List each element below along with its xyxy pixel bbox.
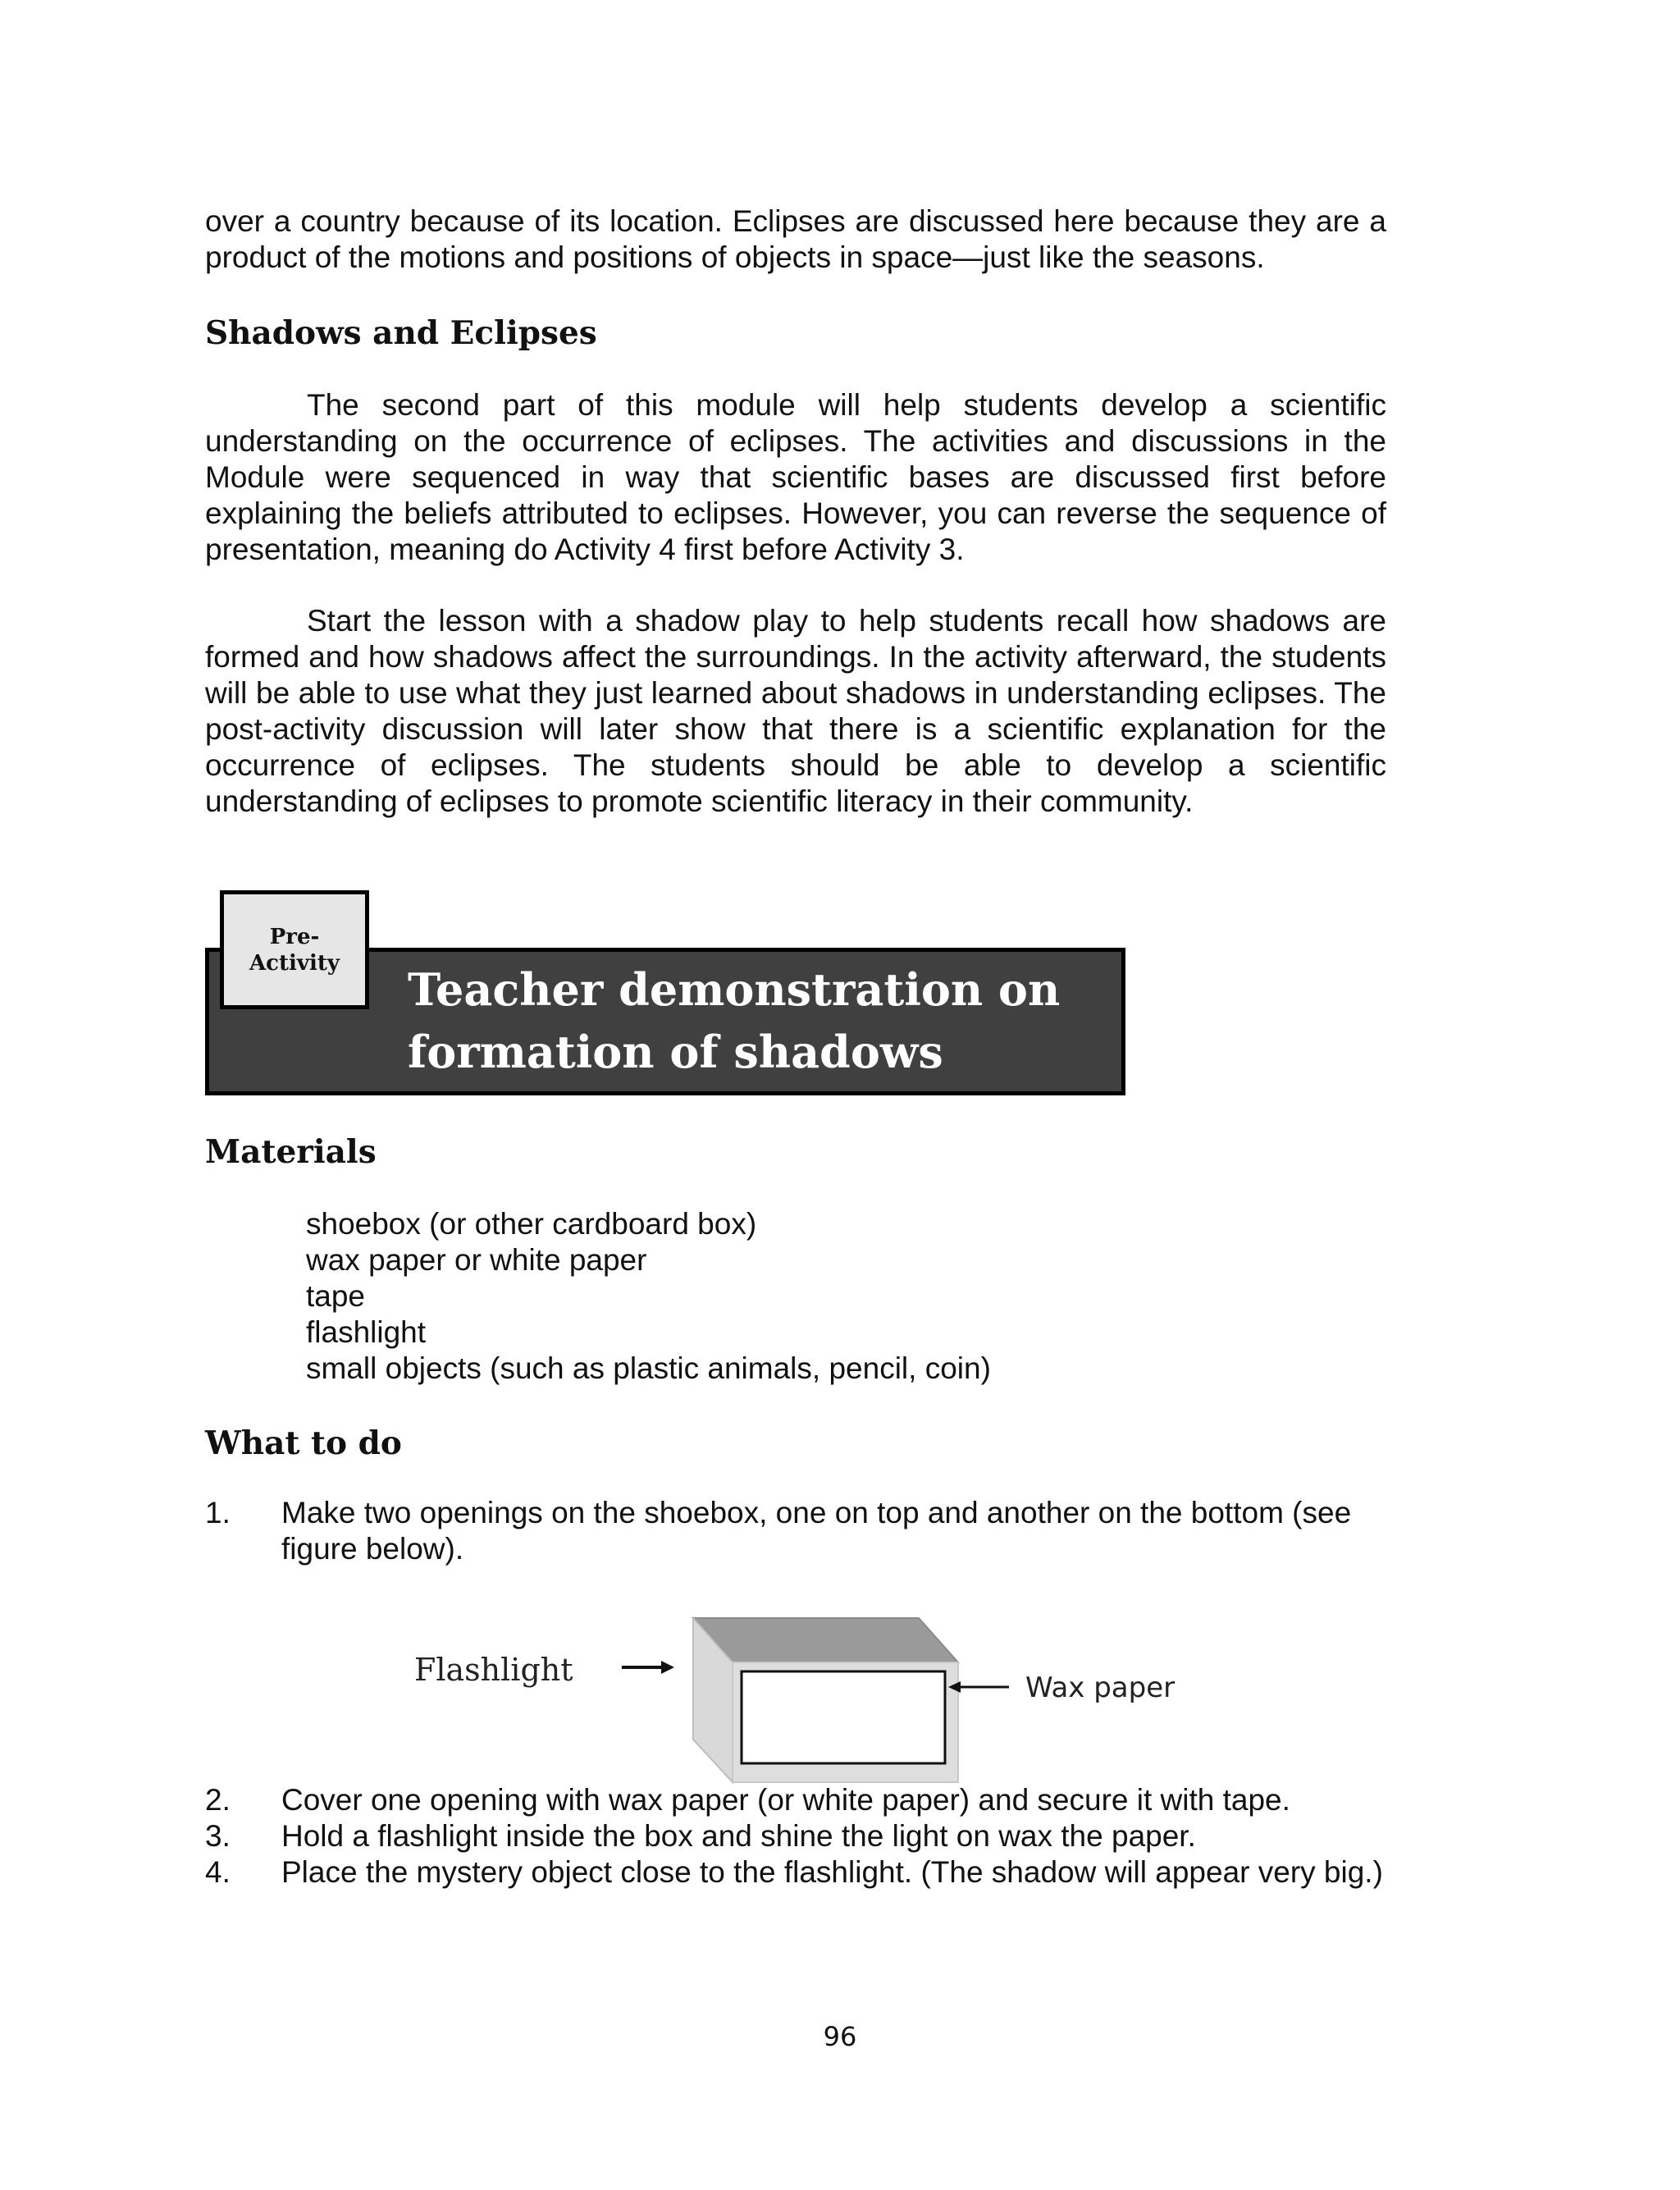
wax-paper-opening (742, 1671, 945, 1763)
what-to-do-heading: What to do (205, 1424, 402, 1462)
materials-list (306, 1206, 991, 1387)
shadows-paragraph-1-text: The second part of this module will help students develop a scientific understanding on the occurrence of eclipses. The activities and discussions in the Module were sequenced in way that scientific bases are discussed first before explaining the beliefs attributed to eclipses. However, you can reverse the sequence of presentation, meaning do Activity 4 first before Activity 3. (205, 388, 1386, 566)
step-4 (205, 1854, 1386, 1891)
steps-list-part1 (205, 1495, 1386, 1567)
step-number: 1. (205, 1496, 231, 1529)
banner-title-line2: formation of shadows (408, 1026, 943, 1078)
flashlight-arrow-head (661, 1661, 674, 1674)
list-item: tape (306, 1279, 366, 1313)
intro-text: over a country because of its location. Eclipses are discussed here because they are a product of the motions and positions of objects in space—just like the seasons. (205, 204, 1386, 274)
step-2 (205, 1782, 1386, 1818)
pre-activity-tag-line2: Activity (249, 950, 340, 976)
list-item: wax paper or white paper (306, 1243, 647, 1277)
steps-list-part2 (205, 1782, 1386, 1891)
intro-paragraph (205, 203, 1386, 276)
step-text: Hold a flashlight inside the box and shine the light on wax the paper. (281, 1819, 1196, 1853)
step-1 (205, 1495, 1386, 1567)
shadows-eclipses-heading: Shadows and Eclipses (205, 314, 597, 352)
step-number: 3. (205, 1819, 231, 1853)
pre-activity-tag-line1: Pre- (269, 924, 320, 949)
materials-heading: Materials (205, 1133, 377, 1171)
banner-title (408, 958, 1113, 1083)
step-text: Cover one opening with wax paper (or white paper) and secure it with tape. (281, 1783, 1290, 1817)
step-text: Place the mystery object close to the flashlight. (The shadow will appear very big.) (281, 1855, 1383, 1889)
step-number: 4. (205, 1855, 231, 1889)
box-top-face (693, 1618, 958, 1662)
list-item: flashlight (306, 1315, 427, 1349)
list-item: small objects (such as plastic animals, pencil, coin) (306, 1351, 991, 1385)
step-text: Make two openings on the shoebox, one on top and another on the bottom (see figure below). (281, 1496, 1352, 1566)
shoebox-figure (0, 1608, 1680, 1789)
pre-activity-tag (220, 890, 369, 1009)
wax-paper-label: Wax paper (1025, 1671, 1176, 1704)
step-number: 2. (205, 1783, 231, 1817)
shadows-paragraph-2 (205, 603, 1386, 820)
shadows-paragraph-2-text: Start the lesson with a shadow play to help students recall how shadows are formed and how shadows affect the surroundings. In the activity afterward, the students will be able to use what they just learned about shadows in understanding eclipses. The post-activity discussion will later show that there is a scientific explanation for the occurrence of eclipses. The students should be able to develop a scientific understanding of eclipses to promote scientific literacy in their community. (205, 604, 1386, 818)
step-3 (205, 1818, 1386, 1854)
flashlight-label: Flashlight (414, 1652, 573, 1688)
page-number: 96 (823, 2021, 857, 2052)
shadows-paragraph-1 (205, 387, 1386, 568)
list-item: shoebox (or other cardboard box) (306, 1207, 757, 1241)
banner-title-line1: Teacher demonstration on (408, 963, 1061, 1016)
